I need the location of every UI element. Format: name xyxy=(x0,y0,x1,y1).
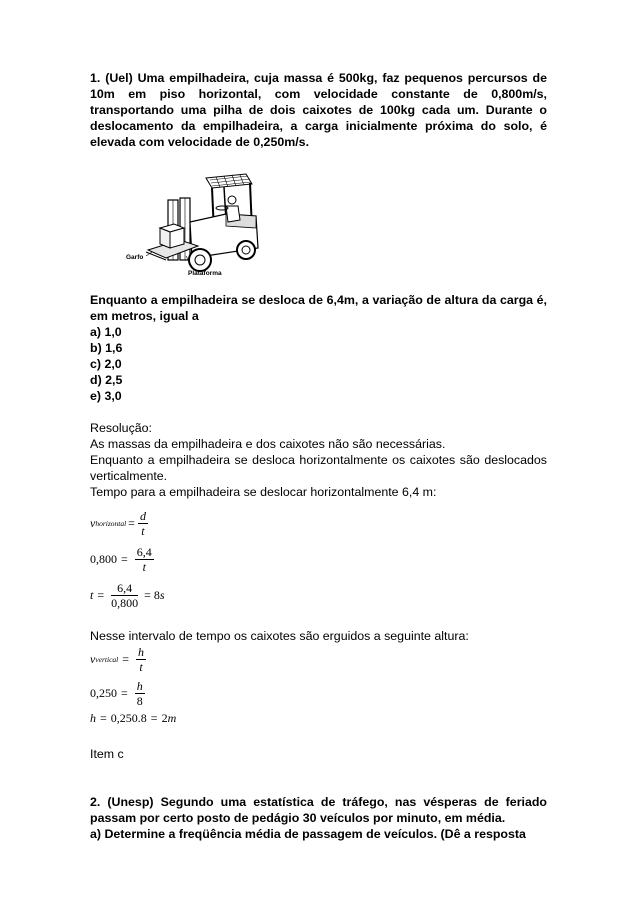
resolution-line-1: As massas da empilhadeira e dos caixotes não são necessárias. xyxy=(90,437,446,451)
label-garfo: Garfo xyxy=(126,254,144,261)
resolution-line-2: Enquanto a empilhadeira se desloca horizontalmente os caixotes são deslocados verticalmente. xyxy=(90,453,547,483)
q1-question: Enquanto a empilhadeira se desloca de 6,4m, a variação de altura da carga é, em metros, igual a xyxy=(90,293,547,323)
resolution-line-3: Tempo para a empilhadeira se deslocar horizontalmente 6,4 m: xyxy=(90,485,437,499)
document-page xyxy=(90,70,547,842)
label-plataforma: Plataforma xyxy=(188,270,222,277)
answer: Item c xyxy=(90,747,124,761)
resolution-title: Resolução: xyxy=(90,421,152,435)
equation-height-1: 0,250 = $\frac{h}{8}$ xyxy=(90,678,143,708)
q1-intro: 1. (Uel) Uma empilhadeira, cuja massa é 500kg, faz pequenos percursos de 10m em piso horizontal, com velocidade constante de 0,800m/s, transportando uma pilha de dois caixotes de 100kg cada um. Durante o deslocamento da empilhadeira, a carga inicialmente próxima do solo, é elevada com velocidade de 0,250m/s. xyxy=(90,71,547,149)
equation-v-vertical: v vertical = $\frac{h}{t}$ xyxy=(90,644,145,674)
equation-v-horizontal: v horizontal = $\frac{d}{t}$ xyxy=(90,508,146,538)
q2-intro: 2. (Unesp) Segundo uma estatística de tráfego, nas vésperas de feriado passam por certo posto de pedágio 30 veículos por minuto, em média. xyxy=(90,795,547,825)
forklift-illustration xyxy=(128,170,268,280)
option-e: e) 3,0 xyxy=(90,389,122,403)
forklift-drawing xyxy=(128,170,268,280)
option-a: a) 1,0 xyxy=(90,325,122,339)
resolution-line-4: Nesse intervalo de tempo os caixotes são erguidos a seguinte altura: xyxy=(90,629,469,643)
option-d: d) 2,5 xyxy=(90,373,123,387)
option-b: b) 1,6 xyxy=(90,341,123,355)
equation-time-1: 0,800 = $\frac{6,4}{t}$ xyxy=(90,544,152,574)
q2-part-a: a) Determine a freqüência média de passagem de veículos. (Dê a resposta xyxy=(90,827,526,841)
equation-height-2: h = 0,250.8 = 2 m xyxy=(90,710,177,725)
option-c: c) 2,0 xyxy=(90,357,122,371)
equation-time-2: t = $\frac{6,4}{0,800}$ = 8 s xyxy=(90,580,165,610)
